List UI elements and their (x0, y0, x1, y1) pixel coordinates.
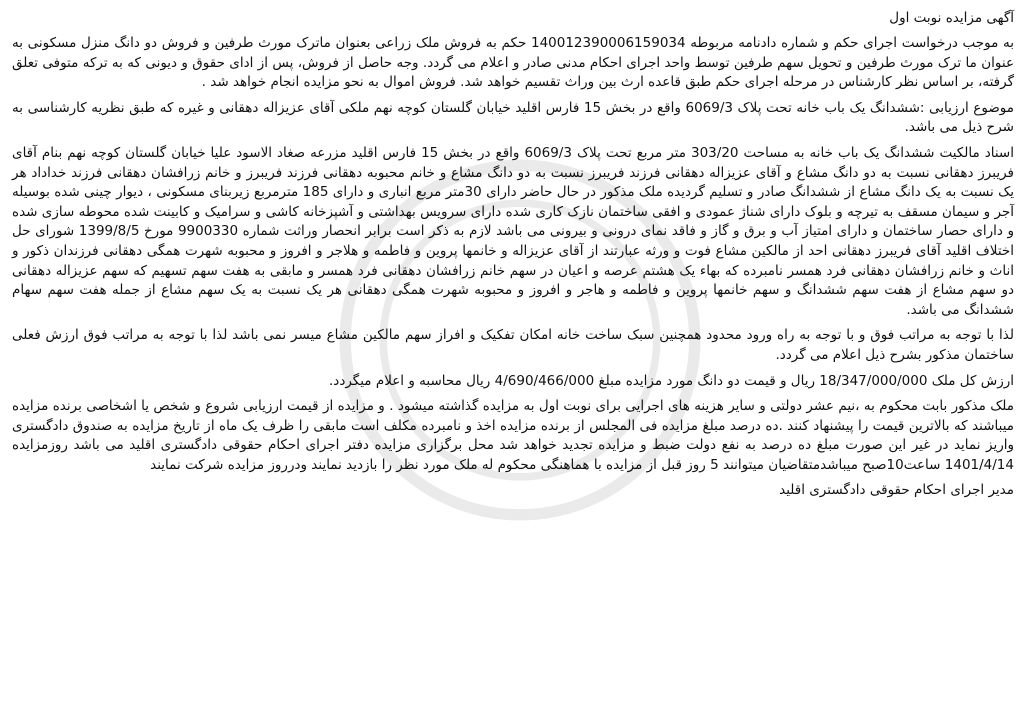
value-paragraph: ارزش کل ملک 18/347/000/000 ریال و قیمت دو دانگ مورد مزایده مبلغ 4/690/466/000 ریال محاسبه و اعلام میگردد. (329, 372, 1014, 389)
notice-title: آگهی مزایده نوبت اول (889, 10, 1014, 26)
property-description-paragraph: اسناد مالکیت ششدانگ یک باب خانه به مساحت 303/20 متر مربع تحت پلاک 6069/3 واقع در بخش 15 فارس اقلید مزرعه صغاد الاسود علیا خیابان گلستان کوچه نهم بنام آقای فریبرز دهقانی نسبت به دو دانگ مشاع و آقای عزیزاله دهقانی فرزند فریبرز نسبت به دو دانگ مشاع و خانم محبوبه دهقانی فرزند فریبرز و خانم زرافشان دهقانی فرزند خداداد هر یک نسبت به یک دانگ مشاع از ششدانگ صادر و تسلیم گردیده ملک مذکور در حال حاضر دارای 30متر مربع انباری و دارای 185 مترمربع زیربنای مسکونی ، دیوار چینی شده بوسیله آجر و سیمان مسقف به تیرچه و بلوک دارای شناژ عمودی و افقی ساختمان نازک کاری شده دارای سرویس بهداشتی و آشپزخانه کاشی و سرامیک و کابینت شده محوطه سازی شده و دارای حصار ساختمان و دارای امتیاز آب و برق و گاز و فاقد نمای درونی و بیرونی می باشد لازم به ذکر است برابر انحصار وراثت شماره 9900330 مورخ 1399/8/5 شورای حل اختلاف اقلید آقای فریبرز دهقانی احد از مالکین مشاع فوت و ورثه عبارتند از آقای عزیزاله و خانمها پروین و فاطمه و هلاجر و افروز و محبوبه شهرت همگی دهقانی فرزندان ذکور و اناث و خانم زرافشان دهقانی فرد همسر نامبرده که بهاء یک هشتم عرصه و اعیان در سهم خانم زرافشان دهقانی فرد همسر و مابقی به هفت سهم تسهیم که سهم عزیزاله دهقانی دو سهم مشاع از هفت سهم ششدانگ و سهم خانمها پروین و فاطمه و هاجر و افروز و محبوبه شهرت همگی دهقانی هر یک نسبت به یک سهم مشاع از جمله هفت سهم سهام ششدانگ می باشد. (12, 144, 1014, 318)
intro-paragraph: به موجب درخواست اجرای حکم و شماره دادنامه مربوطه 140012390006159034 حکم به فروش ملک زراعی بعنوان ماترک مورث طرفین و فروش دو دانگ منزل مسکونی به عنوان ما ترک مورث طرفین و تحویل سهم طرفین توسط واحد اجرای احکام مدنی صادر و اعلام می گردد. وجه حاصل از فروش، پس از ادای حقوق و دیونی که به ترکه متوفی تعلق گرفته، بر اساس نظر کارشناس در مرحله اجرای حکم طبق قاعده ارث بین وراث تقسیم خواهد شد. فروش اموال به نحو مزایده انجام خواهد شد . (12, 35, 1014, 91)
auction-terms-paragraph: ملک مذکور بابت محکوم به ،نیم عشر دولتی و سایر هزینه های اجرایی برای نوبت اول به مزایده گذاشته میشود . و مزایده از قیمت ارزیابی شروع و شخص یا اشخاصی برنده مزایده میباشند که بالاترین قیمت را پیشنهاد کنند .ده درصد مبلغ مزایده فی المجلس از برنده مزایده اخذ و نامبرده مکلف است مابقی را ظرف یک ماه از تاریخ مزایده به صندوق دادگستری واریز نماید در غیر این صورت مبلغ ده درصد به نفع دولت ضبط و مزایده تجدید خواهد شد محل برگزاری مزایده دفتر اجرای احکام حقوقی دادگستری اقلید می باشد روزمزایده 1401/4/14 ساعت10صبح میباشدمتقاضیان میتوانند 5 روز قبل از مزایده با هماهنگی محکوم له ملک مورد نظر را بازدید نمایند ودرروز مزایده شرکت نمایند (12, 398, 1014, 473)
subject-paragraph: موضوع ارزیابی :ششدانگ یک باب خانه تحت پلاک 6069/3 واقع در بخش 15 فارس اقلید خیابان گلستان کوچه نهم ملکی آقای عزیزاله دهقانی و غیره که طبق نظریه کارشناسی به شرح ذیل می باشد. (12, 99, 1014, 136)
signature: مدیر اجرای احکام حقوقی دادگستری اقلید (779, 482, 1014, 499)
valuation-note-paragraph: لذا با توجه به مراتب فوق و با توجه به راه ورود محدود همچنین سبک ساخت خانه امکان تفکیک و افراز سهم مالکین مشاع میسر نمی باشد لذا با توجه به مراتب فوق ارزش فعلی ساختمان مذکور بشرح ذیل اعلام می گردد. (12, 327, 1014, 363)
